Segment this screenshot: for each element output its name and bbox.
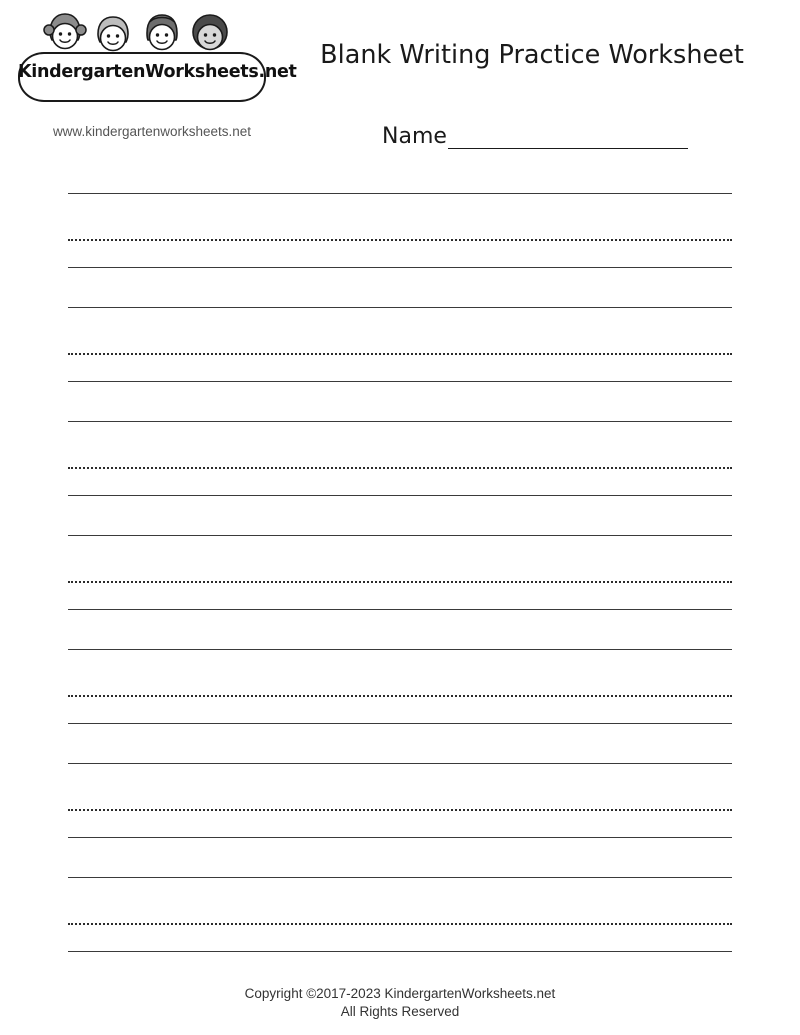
writing-line-solid [68, 649, 732, 650]
writing-line-solid [68, 877, 732, 878]
writing-line-solid [68, 421, 732, 422]
writing-line-solid [68, 535, 732, 536]
site-url: www.kindergartenworksheets.net [52, 124, 252, 139]
page-title: Blank Writing Practice Worksheet [320, 40, 744, 70]
rights-text: All Rights Reserved [340, 1004, 460, 1019]
site-logo[interactable] [18, 10, 297, 139]
name-input-blank[interactable] [448, 127, 688, 149]
writing-line-dashed [68, 239, 732, 241]
writing-line-solid [68, 723, 732, 724]
name-field-row [382, 124, 742, 149]
writing-line-dashed [68, 467, 732, 469]
writing-line-dashed [68, 581, 732, 583]
logo-brand-text: KindergartenWorksheets.net [18, 62, 297, 82]
writing-line-solid [68, 193, 732, 194]
writing-line-dashed [68, 809, 732, 811]
writing-line-solid [68, 763, 732, 764]
logo-artwork [18, 10, 297, 110]
writing-line-solid [68, 951, 732, 952]
writing-line-solid [68, 307, 732, 308]
worksheet-header [0, 0, 800, 150]
writing-line-dashed [68, 695, 732, 697]
writing-line-solid [68, 381, 732, 382]
writing-line-dashed [68, 923, 732, 925]
name-label: Name [382, 124, 447, 149]
copyright-text: Copyright ©2017-2023 KindergartenWorksheets.net [244, 986, 556, 1001]
writing-lines-area [0, 150, 800, 970]
writing-line-solid [68, 837, 732, 838]
writing-line-solid [68, 609, 732, 610]
writing-line-dashed [68, 353, 732, 355]
writing-line-solid [68, 495, 732, 496]
writing-line-solid [68, 267, 732, 268]
footer [0, 985, 800, 1021]
